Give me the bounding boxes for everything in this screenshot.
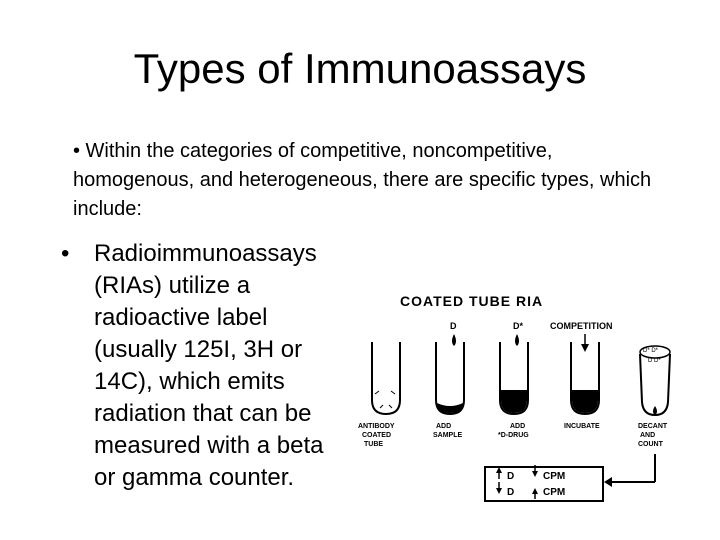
up-arrow-icon [532,488,538,494]
label-tube: TUBE [364,441,384,448]
tube-antibody-coated [372,342,400,414]
result-arrow-icon [604,477,612,487]
down-arrow-icon [496,488,502,494]
label-coated: COATED [362,432,392,439]
label-add-2: ADD [510,423,526,430]
ria-bullet-text: Radioimmunoassays (RIAs) utilize a radioactive label (usually 125I, 3H or 14C), which emits radiation that can be measured with a beta or gamma counter. [94,240,324,491]
sample-drop-icon [452,334,456,346]
result-row1-d: D [507,471,515,482]
svg-text:D* D*: D* D* [643,348,659,354]
slide-title: Types of Immunoassays [133,45,587,92]
tube-decant [640,346,670,415]
label-d-drug: *D-DRUG [498,432,529,439]
tube-incubate [571,342,599,414]
label-count: COUNT [638,441,663,448]
figure-title: COATED TUBE RIA [400,293,544,309]
tube-add-drug [500,342,528,414]
drug-drop-icon [515,334,519,346]
label-incubate: INCUBATE [564,423,600,430]
result-row2-cpm: CPM [543,487,566,498]
intro-paragraph: • Within the categories of competitive, noncompetitive, homogenous, and heterogeneous, there are specific types, which include: [73,140,652,220]
result-row2-d: D [507,487,515,498]
label-d: D [450,321,457,331]
down-arrow-icon [532,471,538,477]
label-competition: COMPETITION [550,321,613,331]
competition-arrow-icon [581,344,589,352]
result-row1-cpm: CPM [543,471,566,482]
label-add-1: ADD [436,423,452,430]
label-sample: SAMPLE [433,432,463,439]
label-decant: DECANT [638,423,668,430]
coated-tube-ria-figure [350,282,690,512]
tube-add-sample [436,342,464,414]
label-d-star: D* [513,321,524,331]
bullet-mark: • [61,240,70,267]
result-box [485,454,655,501]
label-antibody: ANTIBODY [358,423,395,430]
label-and: AND [640,432,656,439]
svg-text:D D*: D D* [648,358,661,364]
